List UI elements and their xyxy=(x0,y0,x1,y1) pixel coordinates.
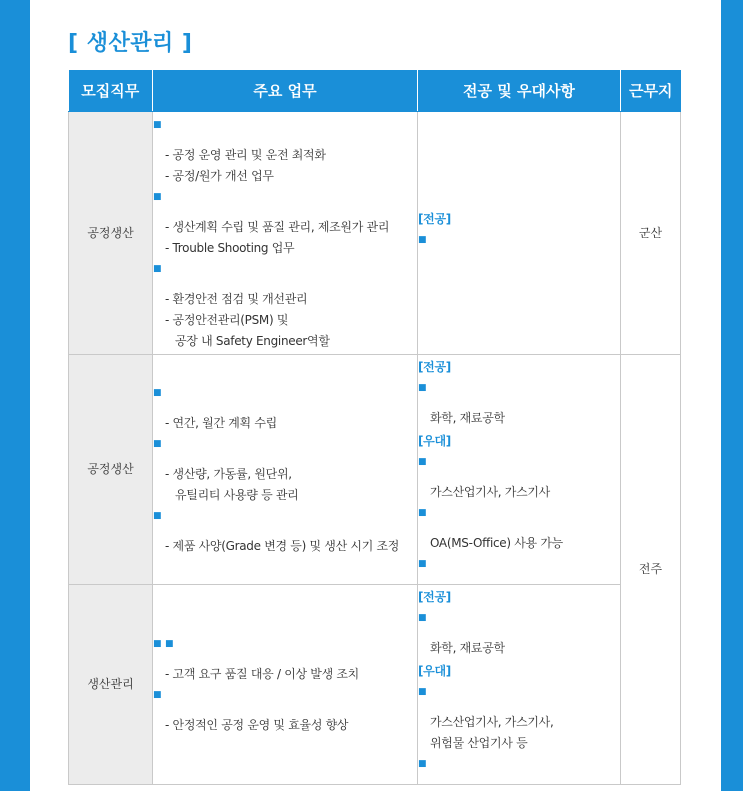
category-tag: [우대] xyxy=(418,434,451,448)
requirements-cell xyxy=(418,585,621,785)
list-item xyxy=(153,506,165,528)
category-tag: [우대] xyxy=(418,664,451,678)
list-item xyxy=(418,452,430,474)
square-bullet-icon: ■ xyxy=(153,191,162,202)
category-tag: [전공] xyxy=(418,211,451,226)
table-row xyxy=(69,355,681,585)
list-subitem: - 공정 운영 관리 및 운전 최적화 xyxy=(165,147,326,162)
header-requirements: 전공 및 우대사항 xyxy=(418,70,621,112)
list-subitem: 가스산업기사, 가스기사, xyxy=(430,715,554,729)
duties-cell xyxy=(153,585,418,785)
list-subitem: - 공정안전관리(PSM) 및 xyxy=(165,312,289,327)
role-cell: 공정생산 xyxy=(69,355,153,585)
square-bullet-icon: ■ xyxy=(418,457,427,467)
list-subitem: 화학, 재료공학 xyxy=(430,411,505,425)
list-subitem: 위험물 산업기사 등 xyxy=(430,736,528,750)
header-duties: 주요 업무 xyxy=(153,70,418,112)
square-bullet-icon: ■ xyxy=(153,263,162,274)
role-cell: 생산관리 xyxy=(69,585,153,785)
list-subitem: - 생산량, 가동률, 원단위, xyxy=(165,466,292,481)
role-cell: 공정생산 xyxy=(69,112,153,355)
list-item xyxy=(418,503,430,525)
header-location: 근무지 xyxy=(621,70,681,112)
square-bullet-icon: ■ xyxy=(153,387,162,398)
requirements-cell xyxy=(418,112,621,355)
job-table xyxy=(68,70,681,785)
duties-cell xyxy=(153,112,418,355)
list-subitem: OA(MS-Office) 사용 가능 xyxy=(430,536,563,550)
list-subitem: 화학, 재료공학 xyxy=(430,641,505,655)
location-cell: 전주 xyxy=(621,355,681,785)
square-bullet-icon: ■ xyxy=(418,383,427,393)
list-item xyxy=(418,378,430,400)
left-accent-bar xyxy=(0,0,30,791)
square-bullet-icon: ■ xyxy=(165,638,174,649)
section-title: [ 생산관리 ] xyxy=(68,31,193,56)
list-item xyxy=(418,608,430,630)
list-subitem: - Trouble Shooting 업무 xyxy=(165,240,295,255)
list-subitem: 가스산업기사, 가스기사 xyxy=(430,485,550,499)
square-bullet-icon: ■ xyxy=(418,687,427,697)
location-cell: 군산 xyxy=(621,112,681,355)
list-item xyxy=(153,685,165,707)
list-item xyxy=(165,634,177,656)
right-accent-bar xyxy=(721,0,743,791)
square-bullet-icon: ■ xyxy=(418,759,427,769)
table-row xyxy=(69,112,681,355)
list-item xyxy=(153,187,165,209)
list-item xyxy=(153,434,165,456)
square-bullet-icon: ■ xyxy=(418,613,427,623)
square-bullet-icon: ■ xyxy=(153,438,162,449)
list-item xyxy=(153,115,165,137)
list-item xyxy=(418,230,430,252)
table-row xyxy=(69,585,681,785)
square-bullet-icon: ■ xyxy=(418,508,427,518)
list-subitem: - 생산계획 수립 및 품질 관리, 제조원가 관리 xyxy=(165,219,390,234)
square-bullet-icon: ■ xyxy=(418,559,427,569)
list-subitem: - 연간, 월간 계획 수립 xyxy=(165,415,277,430)
requirements-cell xyxy=(418,355,621,585)
square-bullet-icon: ■ xyxy=(153,119,162,130)
list-item xyxy=(153,634,165,656)
list-item xyxy=(418,554,430,576)
table-header-row xyxy=(69,70,681,112)
list-item xyxy=(418,682,430,704)
list-subitem: - 안정적인 공정 운영 및 효율성 향상 xyxy=(165,717,349,732)
list-item xyxy=(153,383,165,405)
category-tag: [전공] xyxy=(418,360,451,374)
list-item xyxy=(153,259,165,281)
duties-cell xyxy=(153,355,418,585)
square-bullet-icon: ■ xyxy=(153,510,162,521)
list-subitem: 공장 내 Safety Engineer역할 xyxy=(175,333,330,348)
list-subitem: - 제품 사양(Grade 변경 등) 및 생산 시기 조정 xyxy=(165,538,400,553)
square-bullet-icon: ■ xyxy=(153,638,162,649)
header-role: 모집직무 xyxy=(69,70,153,112)
category-tag: [전공] xyxy=(418,590,451,604)
list-subitem: - 환경안전 점검 및 개선관리 xyxy=(165,291,308,306)
square-bullet-icon: ■ xyxy=(418,234,427,245)
square-bullet-icon: ■ xyxy=(153,689,162,700)
list-subitem: - 공정/원가 개선 업무 xyxy=(165,168,274,183)
list-subitem: 유틸리티 사용량 등 관리 xyxy=(175,487,299,502)
list-subitem: - 고객 요구 품질 대응 / 이상 발생 조치 xyxy=(165,666,359,681)
list-item xyxy=(418,754,430,776)
